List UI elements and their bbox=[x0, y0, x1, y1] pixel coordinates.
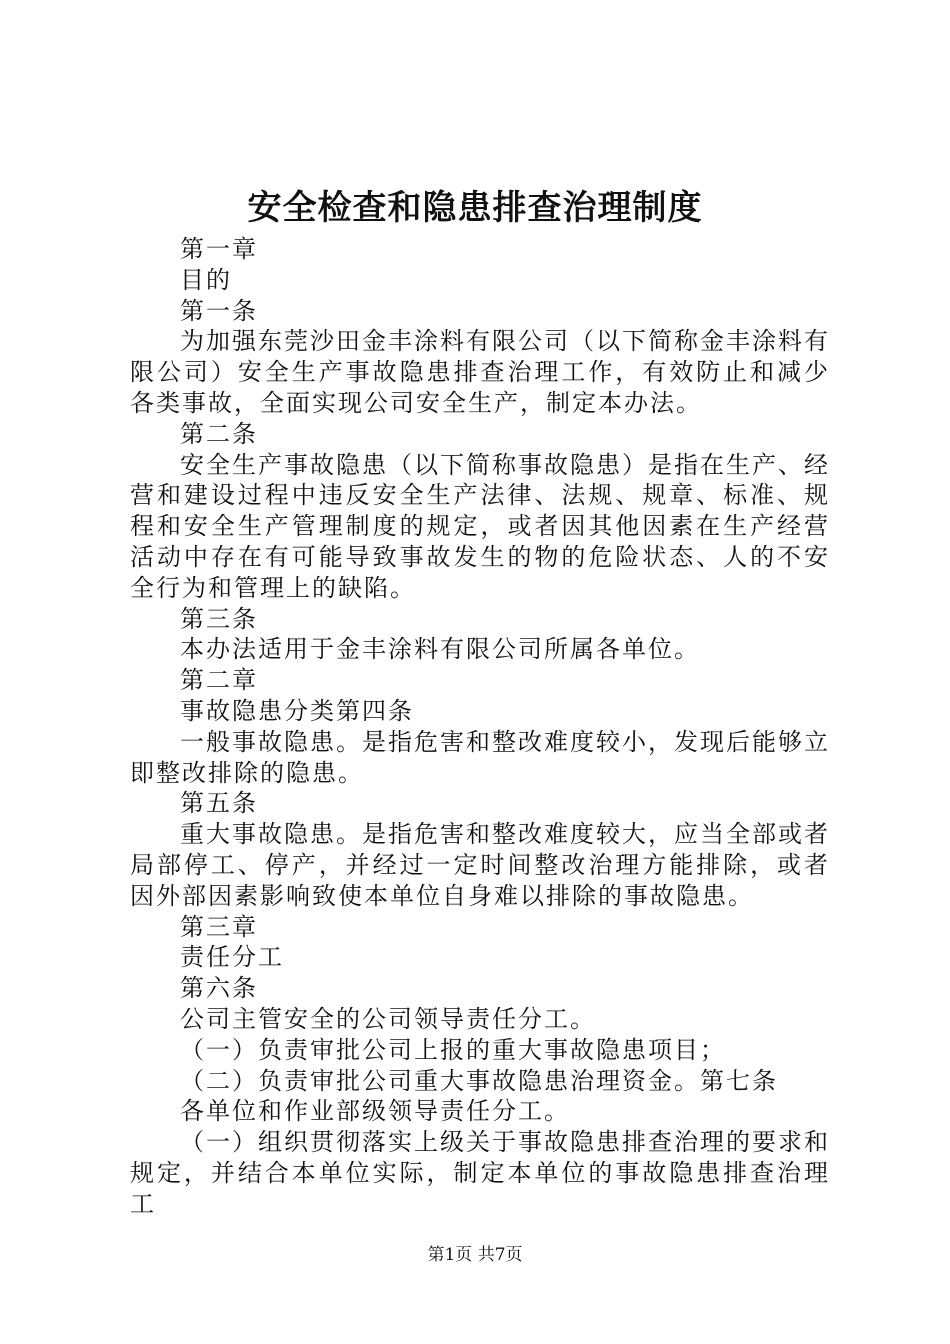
paragraph: 第三条 bbox=[180, 604, 258, 633]
paragraph: 安全生产事故隐患（以下简称事故隐患）是指在生产、经营和建设过程中违反安全生产法律、法规、规章、标准、规程和安全生产管理制度的规定，或者因其他因素在生产经营活动中存在有可能导致事故发生的物的危险状态、人的不安全行为和管理上的缺陷。 bbox=[130, 450, 830, 602]
paragraph: 各单位和作业部级领导责任分工。 bbox=[180, 1097, 570, 1126]
paragraph: 目的 bbox=[180, 265, 232, 294]
paragraph: 第一章 bbox=[180, 235, 258, 263]
paragraph: 第三章 bbox=[180, 912, 258, 941]
paragraph: 第一条 bbox=[180, 296, 258, 325]
paragraph: （一）组织贯彻落实上级关于事故隐患排查治理的要求和规定，并结合本单位实际，制定本单位的事故隐患排查治理工 bbox=[130, 1128, 830, 1218]
paragraph: 公司主管安全的公司领导责任分工。 bbox=[180, 1004, 596, 1033]
paragraph: 一般事故隐患。是指危害和整改难度较小，发现后能够立即整改排除的隐患。 bbox=[130, 727, 830, 787]
paragraph: 第二章 bbox=[180, 666, 258, 695]
paragraph: （一）负责审批公司上报的重大事故隐患项目； bbox=[180, 1035, 726, 1064]
paragraph: 重大事故隐患。是指危害和整改难度较大，应当全部或者局部停工、停产，并经过一定时间整改治理方能排除，或者因外部因素影响致使本单位自身难以排除的事故隐患。 bbox=[130, 820, 830, 910]
paragraph: 本办法适用于金丰涂料有限公司所属各单位。 bbox=[180, 635, 700, 664]
paragraph: 为加强东莞沙田金丰涂料有限公司（以下简称金丰涂料有限公司）安全生产事故隐患排查治理工作，有效防止和减少各类事故，全面实现公司安全生产，制定本办法。 bbox=[130, 327, 830, 417]
paragraph: （二）负责审批公司重大事故隐患治理资金。第七条 bbox=[180, 1066, 778, 1095]
paragraph: 第二条 bbox=[180, 419, 258, 448]
document-title: 安全检查和隐患排查治理制度 bbox=[247, 188, 703, 228]
paragraph: 第六条 bbox=[180, 974, 258, 1003]
paragraph: 事故隐患分类第四条 bbox=[180, 696, 414, 725]
paragraph: 第五条 bbox=[180, 789, 258, 818]
document-body bbox=[130, 234, 830, 1220]
page-number-footer: 第1页 共7页 bbox=[427, 1245, 523, 1265]
paragraph: 责任分工 bbox=[180, 943, 284, 972]
